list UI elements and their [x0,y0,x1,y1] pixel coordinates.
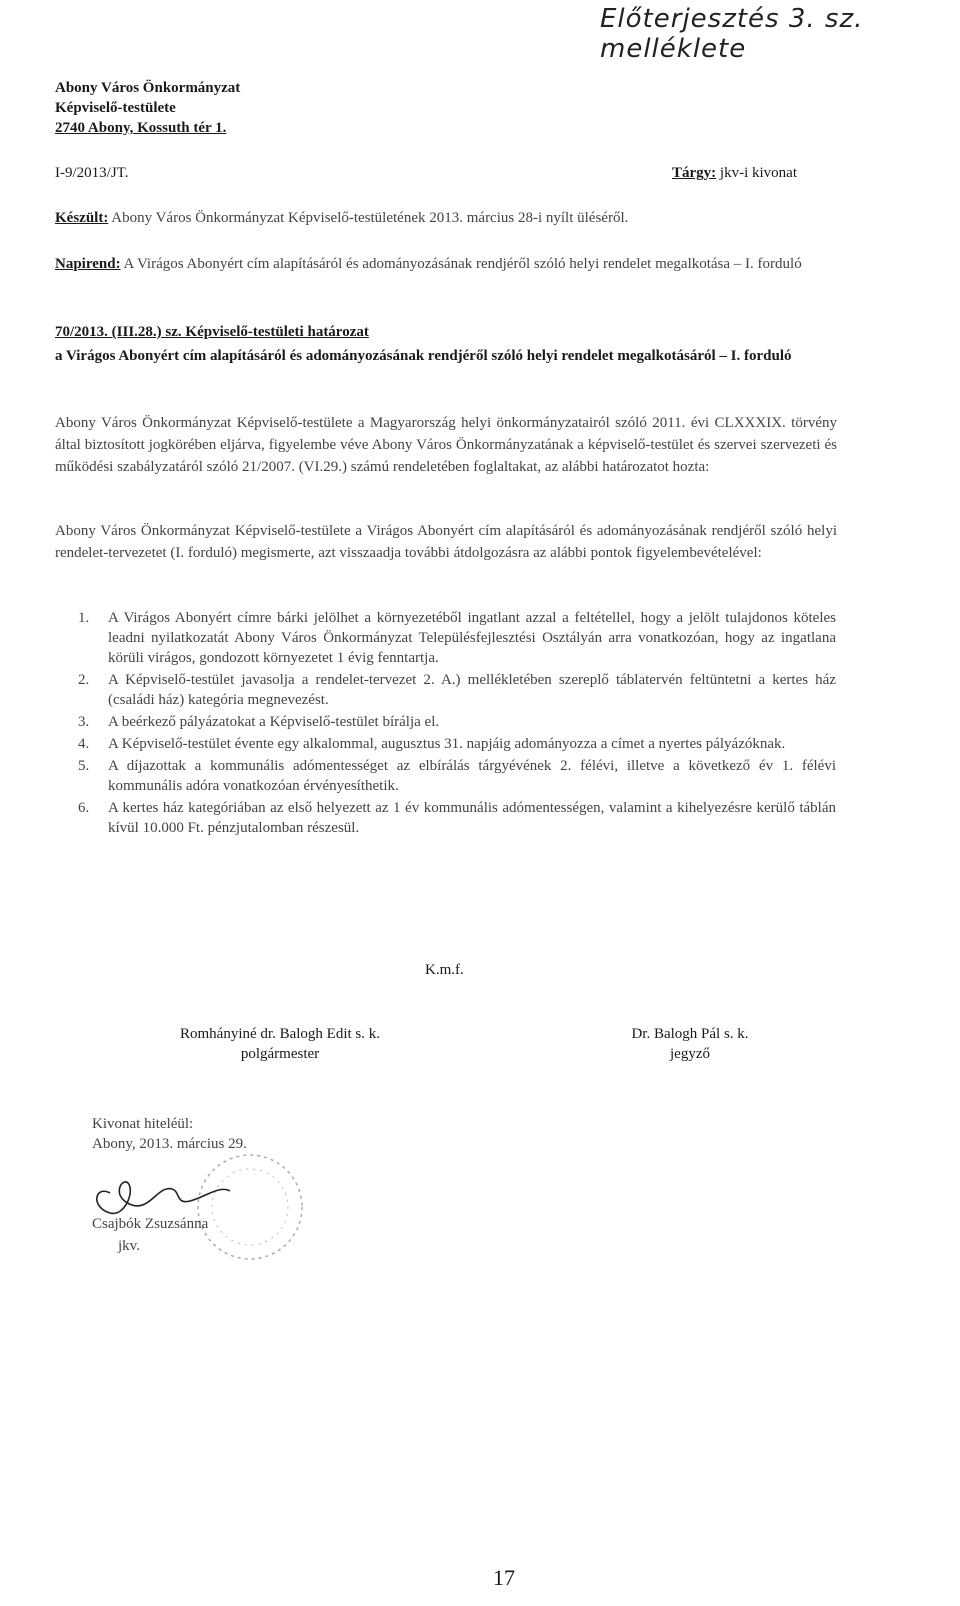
notary-name: Dr. Balogh Pál s. k. [631,1026,749,1042]
signatory-mayor [130,1024,430,1064]
list-item: 4. A Képviselő-testület évente egy alkalommal, augusztus 31. napjáig adományozza a címet a nyertes pályázóknak. [78,736,786,752]
reference-number: I-9/2013/JT. [55,165,129,181]
certification-place-date: Abony, 2013. március 29. [92,1136,247,1152]
page-number: 17 [493,1565,515,1590]
subject-line [672,163,797,183]
agenda-value: A Virágos Abonyért cím alapításáról és adományozásának rendjéről szóló helyi rendelet megalkotása – I. forduló [123,256,802,272]
sender-block [55,78,240,138]
mayor-name: Romhányiné dr. Balogh Edit s. k. [180,1026,380,1042]
signatory-notary [580,1024,800,1064]
made-value: Abony Város Önkormányzat Képviselő-testületének 2013. március 28-i nyílt üléséről. [111,210,629,226]
decision-paragraph: Abony Város Önkormányzat Képviselő-testülete a Virágos Abonyért cím alapításáról és adományozásának rendjéről szóló helyi rendelet-tervezetet (I. forduló) megismerte, azt visszaadja további átdolgozásra az alábbi pontok figyelembevételével: [55,523,837,561]
sender-name: Abony Város Önkormányzat [55,80,241,96]
made-label: Készült: [55,210,109,226]
mayor-title: polgármester [240,1046,320,1062]
notary-title: jegyző [670,1046,710,1062]
stamp-circle [198,1155,302,1259]
list-item: 1. A Virágos Abonyért címre bárki jelölhet a környezetéből ingatlant azzal a feltétellel, hogy a jelölt tulajdonos köteles leadni nyilatkozatát Abony Város Önkormányzat Településfejlesztési Osztályán arra vonatkozóan, hogy az ingatlana körüli virágos, gondozott környezetet 1 évig fenntartja. [78,610,836,666]
resolution-title: a Virágos Abonyért cím alapításáról és adományozásának rendjéről szóló helyi rendelet megalkotásáról – I. forduló [55,348,792,364]
agenda-label: Napirend: [55,256,121,272]
resolution-number: 70/2013. (III.28.) sz. Képviselő-testületi határozat [55,324,369,340]
certifier-title: jkv. [118,1238,140,1254]
list-item: 5. A díjazottak a kommunális adómentességet az elbírálás tárgyévének 2. félévi, illetve a következő év 1. félévi kommunális adóra vonatkozóan érvényesíthetik. [78,758,836,794]
subject-label: Tárgy: [672,165,717,181]
agenda-line [55,254,837,274]
made-line [55,208,855,228]
signature-scribble [97,1182,230,1214]
handwritten-annex-note: Előterjesztés 3. sz. melléklete [600,4,864,64]
kmf-label: K.m.f. [425,962,464,978]
stamp-inner-circle [212,1169,288,1245]
list-item: 3. A beérkező pályázatokat a Képviselő-testület bírálja el. [78,714,440,730]
sender-body: Képviselő-testülete [55,100,176,116]
intro-paragraph: Abony Város Önkormányzat Képviselő-testülete a Magyarország helyi önkormányzatairól szóló 2011. évi CLXXXIX. törvény által biztosított jogkörében eljárva, figyelembe véve Abony Város Önkormányzatának a képviselő-testület és szervei szervezeti és működési szabályzatáról szóló 21/2007. (VI.29.) számú rendeletében foglaltakat, az alábbi határozatot hozta: [55,415,837,475]
certifier-name: Csajbók Zsuzsánna [92,1216,209,1232]
points-list [78,608,836,840]
subject-value: jkv-i kivonat [719,165,797,181]
list-item: 2. A Képviselő-testület javasolja a rendelet-tervezet 2. A.) mellékletében szereplő táblatervén feltüntetni a kertes ház (családi ház) kategória megnevezést. [78,672,836,708]
sender-address: 2740 Abony, Kossuth tér 1. [55,120,227,136]
certification-label: Kivonat hiteléül: [92,1116,194,1132]
list-item: 6. A kertes ház kategóriában az első helyezett az 1 év kommunális adómentességen, valamint a kihelyezésre kerülő táblán kívül 10.000 Ft. pénzjutalomban részesül. [78,800,836,836]
